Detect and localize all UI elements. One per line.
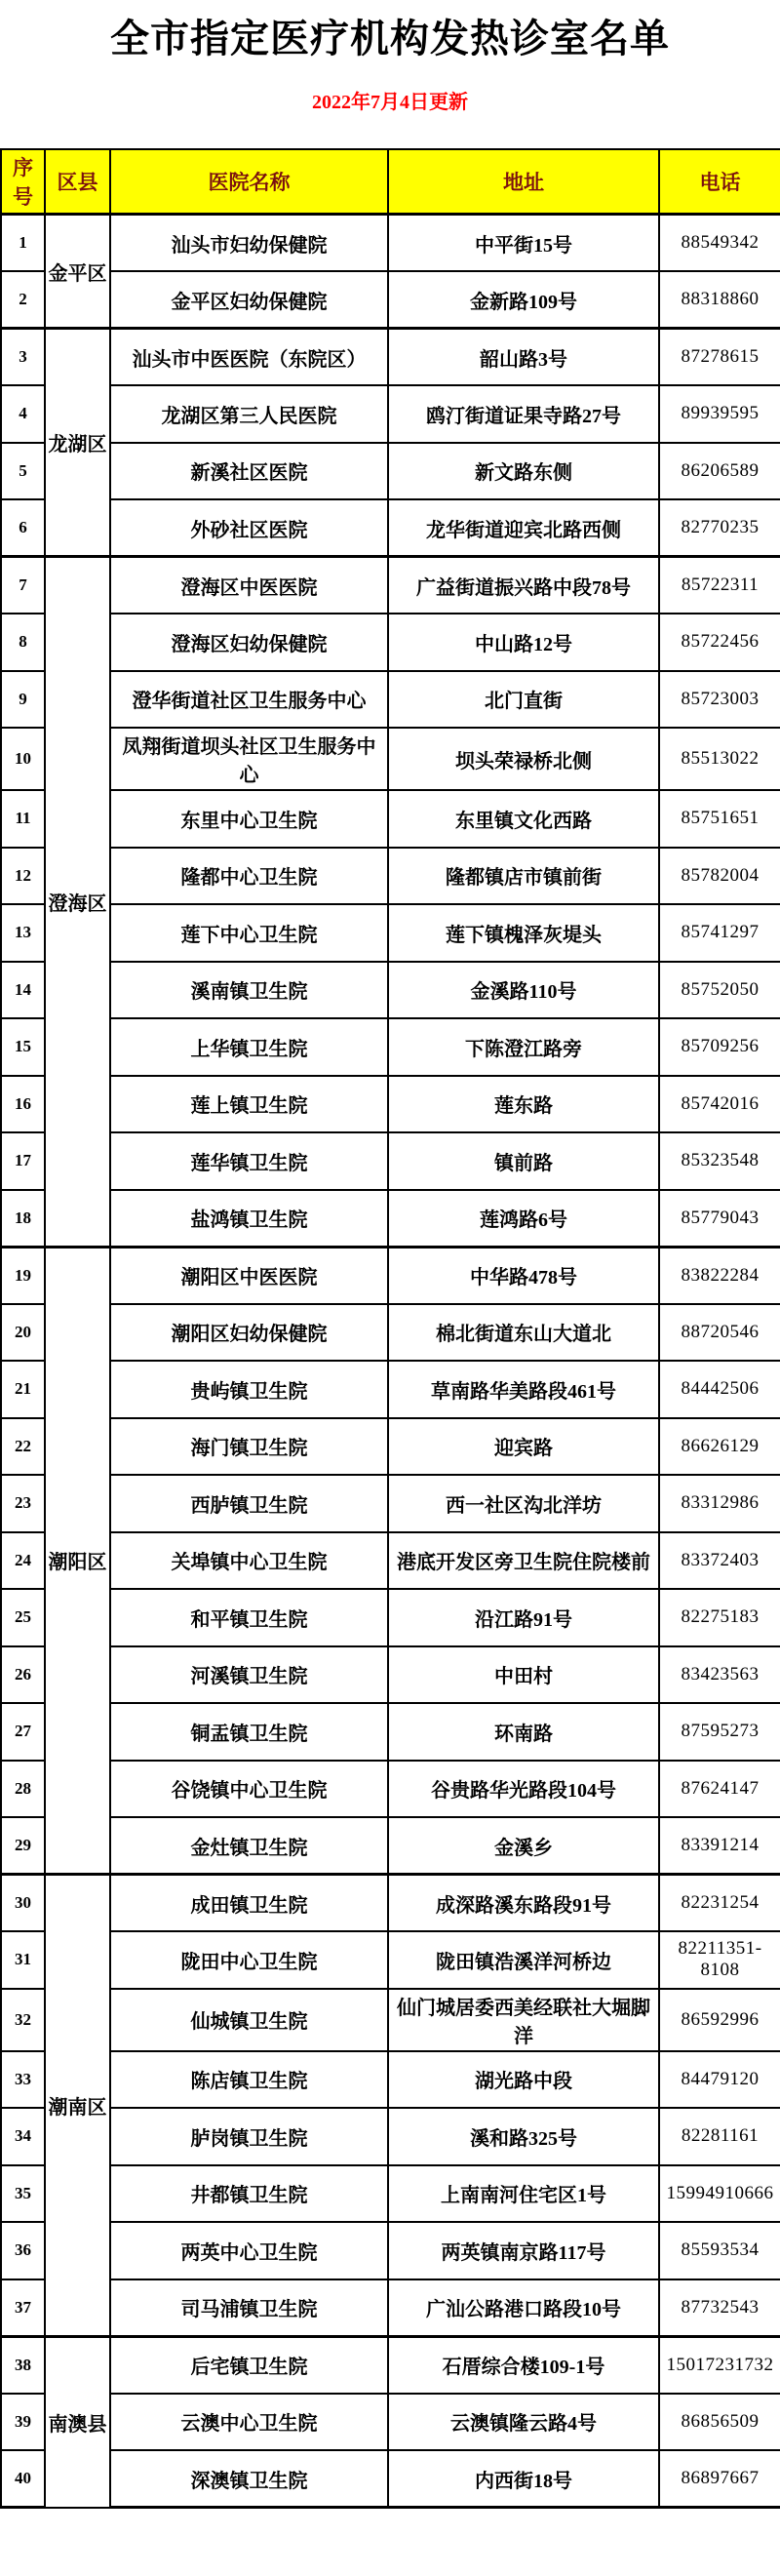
hospital-address: 两英镇南京路117号 — [388, 2222, 659, 2279]
table-row — [1, 2394, 780, 2451]
hospital-phone: 88549342 — [659, 215, 780, 272]
header-phone: 电话 — [659, 149, 780, 215]
table-row — [1, 2450, 780, 2508]
row-number: 14 — [1, 962, 45, 1019]
table-row — [1, 443, 780, 500]
table-header — [1, 149, 780, 215]
hospital-address: 成深路溪东路段91号 — [388, 1875, 659, 1932]
hospital-name: 东里中心卫生院 — [110, 790, 388, 848]
table-row — [1, 215, 780, 272]
row-number: 17 — [1, 1132, 45, 1190]
hospital-address: 下陈澄江路旁 — [388, 1018, 659, 1076]
row-number: 34 — [1, 2108, 45, 2165]
hospital-address: 云澳镇隆云路4号 — [388, 2394, 659, 2451]
hospital-name: 海门镇卫生院 — [110, 1418, 388, 1476]
table-row — [1, 2336, 780, 2394]
row-number: 16 — [1, 1076, 45, 1133]
hospital-address: 莲东路 — [388, 1076, 659, 1133]
hospital-address: 石厝综合楼109-1号 — [388, 2336, 659, 2394]
hospital-name: 金灶镇卫生院 — [110, 1817, 388, 1875]
hospital-phone: 85782004 — [659, 848, 780, 905]
header-hospital-name: 医院名称 — [110, 149, 388, 215]
hospital-name: 和平镇卫生院 — [110, 1589, 388, 1646]
hospital-name: 莲下中心卫生院 — [110, 904, 388, 962]
table-row — [1, 1418, 780, 1476]
hospital-phone: 85722311 — [659, 557, 780, 614]
hospital-name: 铜盂镇卫生院 — [110, 1703, 388, 1761]
table-row — [1, 962, 780, 1019]
hospital-phone: 82211351-8108 — [659, 1931, 780, 1989]
hospital-name: 潮阳区中医医院 — [110, 1247, 388, 1304]
hospital-phone: 83312986 — [659, 1475, 780, 1532]
row-number: 29 — [1, 1817, 45, 1875]
hospital-phone: 83423563 — [659, 1646, 780, 1704]
hospital-phone: 86626129 — [659, 1418, 780, 1476]
hospital-phone: 85752050 — [659, 962, 780, 1019]
hospital-phone: 87624147 — [659, 1761, 780, 1818]
table-row — [1, 1646, 780, 1704]
row-number: 7 — [1, 557, 45, 614]
hospital-name: 云澳中心卫生院 — [110, 2394, 388, 2451]
hospital-name: 两英中心卫生院 — [110, 2222, 388, 2279]
hospital-name: 后宅镇卫生院 — [110, 2336, 388, 2394]
hospital-address: 仙门城居委西美经联社大堀脚洋 — [388, 1989, 659, 2051]
table-row — [1, 1361, 780, 1418]
row-number: 40 — [1, 2450, 45, 2508]
row-number: 22 — [1, 1418, 45, 1476]
hospital-address: 龙华街道迎宾北路西侧 — [388, 499, 659, 557]
table-row — [1, 1703, 780, 1761]
hospital-address: 陇田镇浩溪洋河桥边 — [388, 1931, 659, 1989]
row-number: 37 — [1, 2279, 45, 2337]
row-number: 13 — [1, 904, 45, 962]
table-row — [1, 2165, 780, 2223]
table-row — [1, 1875, 780, 1932]
hospital-address: 上南南河住宅区1号 — [388, 2165, 659, 2223]
hospital-address: 北门直街 — [388, 671, 659, 729]
row-number: 4 — [1, 385, 45, 443]
row-number: 15 — [1, 1018, 45, 1076]
row-number: 31 — [1, 1931, 45, 1989]
row-number: 39 — [1, 2394, 45, 2451]
hospital-phone: 83822284 — [659, 1247, 780, 1304]
hospital-name: 溪南镇卫生院 — [110, 962, 388, 1019]
table-row — [1, 2222, 780, 2279]
fever-clinic-table — [0, 148, 780, 2509]
row-number: 10 — [1, 728, 45, 790]
table-row — [1, 2051, 780, 2109]
hospital-name: 凤翔街道坝头社区卫生服务中心 — [110, 728, 388, 790]
table-row — [1, 790, 780, 848]
hospital-name: 仙城镇卫生院 — [110, 1989, 388, 2051]
district-cell: 潮阳区 — [45, 1247, 110, 1875]
hospital-address: 湖光路中段 — [388, 2051, 659, 2109]
row-number: 38 — [1, 2336, 45, 2394]
hospital-phone: 86592996 — [659, 1989, 780, 2051]
hospital-phone: 87278615 — [659, 329, 780, 386]
hospital-address: 草南路华美路段461号 — [388, 1361, 659, 1418]
row-number: 30 — [1, 1875, 45, 1932]
row-number: 3 — [1, 329, 45, 386]
hospital-name: 西胪镇卫生院 — [110, 1475, 388, 1532]
table-row — [1, 271, 780, 329]
hospital-phone: 88318860 — [659, 271, 780, 329]
hospital-phone: 82281161 — [659, 2108, 780, 2165]
hospital-name: 澄海区中医医院 — [110, 557, 388, 614]
table-row — [1, 1817, 780, 1875]
hospital-address: 莲下镇槐泽灰堤头 — [388, 904, 659, 962]
hospital-phone: 86897667 — [659, 2450, 780, 2508]
row-number: 6 — [1, 499, 45, 557]
row-number: 9 — [1, 671, 45, 729]
table-row — [1, 671, 780, 729]
row-number: 19 — [1, 1247, 45, 1304]
row-number: 21 — [1, 1361, 45, 1418]
hospital-phone: 85709256 — [659, 1018, 780, 1076]
hospital-name: 陈店镇卫生院 — [110, 2051, 388, 2109]
row-number: 27 — [1, 1703, 45, 1761]
district-cell: 潮南区 — [45, 1875, 110, 2337]
hospital-name: 外砂社区医院 — [110, 499, 388, 557]
row-number: 26 — [1, 1646, 45, 1704]
hospital-address: 西一社区沟北洋坊 — [388, 1475, 659, 1532]
row-number: 32 — [1, 1989, 45, 2051]
hospital-address: 棉北街道东山大道北 — [388, 1304, 659, 1362]
header-row — [1, 149, 780, 215]
hospital-address: 镇前路 — [388, 1132, 659, 1190]
row-number: 36 — [1, 2222, 45, 2279]
row-number: 11 — [1, 790, 45, 848]
row-number: 25 — [1, 1589, 45, 1646]
hospital-name: 金平区妇幼保健院 — [110, 271, 388, 329]
hospital-address: 金新路109号 — [388, 271, 659, 329]
row-number: 20 — [1, 1304, 45, 1362]
hospital-phone: 86206589 — [659, 443, 780, 500]
hospital-address: 莲鸿路6号 — [388, 1190, 659, 1248]
hospital-phone: 85741297 — [659, 904, 780, 962]
row-number: 18 — [1, 1190, 45, 1248]
hospital-address: 内西街18号 — [388, 2450, 659, 2508]
hospital-name: 贵屿镇卫生院 — [110, 1361, 388, 1418]
hospital-phone: 85513022 — [659, 728, 780, 790]
row-number: 23 — [1, 1475, 45, 1532]
hospital-address: 谷贵路华光路段104号 — [388, 1761, 659, 1818]
hospital-address: 金溪乡 — [388, 1817, 659, 1875]
row-number: 2 — [1, 271, 45, 329]
hospital-address: 迎宾路 — [388, 1418, 659, 1476]
hospital-name: 司马浦镇卫生院 — [110, 2279, 388, 2337]
table-row — [1, 614, 780, 671]
hospital-phone: 89939595 — [659, 385, 780, 443]
hospital-name: 成田镇卫生院 — [110, 1875, 388, 1932]
hospital-name: 汕头市中医医院（东院区） — [110, 329, 388, 386]
hospital-phone: 82275183 — [659, 1589, 780, 1646]
hospital-name: 井都镇卫生院 — [110, 2165, 388, 2223]
update-date: 2022年7月4日更新 — [312, 92, 468, 113]
hospital-name: 潮阳区妇幼保健院 — [110, 1304, 388, 1362]
hospital-phone: 85593534 — [659, 2222, 780, 2279]
table-row — [1, 1304, 780, 1362]
row-number: 35 — [1, 2165, 45, 2223]
hospital-phone: 85323548 — [659, 1132, 780, 1190]
row-number: 12 — [1, 848, 45, 905]
table-row — [1, 2279, 780, 2337]
header-serial-number: 序号 — [1, 149, 45, 215]
hospital-phone: 87732543 — [659, 2279, 780, 2337]
hospital-name: 深澳镇卫生院 — [110, 2450, 388, 2508]
hospital-address: 鸥汀街道证果寺路27号 — [388, 385, 659, 443]
hospital-phone: 85722456 — [659, 614, 780, 671]
hospital-phone: 83372403 — [659, 1532, 780, 1590]
hospital-phone: 83391214 — [659, 1817, 780, 1875]
hospital-phone: 15017231732 — [659, 2336, 780, 2394]
table-row — [1, 1475, 780, 1532]
table-row — [1, 1018, 780, 1076]
hospital-phone: 85751651 — [659, 790, 780, 848]
hospital-address: 港底开发区旁卫生院住院楼前 — [388, 1532, 659, 1590]
hospital-phone: 15994910666 — [659, 2165, 780, 2223]
hospital-address: 中山路12号 — [388, 614, 659, 671]
table-body — [1, 215, 780, 2508]
district-cell: 龙湖区 — [45, 329, 110, 557]
hospital-name: 龙湖区第三人民医院 — [110, 385, 388, 443]
hospital-name: 关埠镇中心卫生院 — [110, 1532, 388, 1590]
district-cell: 澄海区 — [45, 557, 110, 1248]
hospital-phone: 85742016 — [659, 1076, 780, 1133]
hospital-address: 广益街道振兴路中段78号 — [388, 557, 659, 614]
table-row — [1, 1989, 780, 2051]
table-row — [1, 385, 780, 443]
table-row — [1, 848, 780, 905]
hospital-address: 坝头荣禄桥北侧 — [388, 728, 659, 790]
hospital-address: 新文路东侧 — [388, 443, 659, 500]
table-row — [1, 1589, 780, 1646]
hospital-name: 上华镇卫生院 — [110, 1018, 388, 1076]
hospital-phone: 84479120 — [659, 2051, 780, 2109]
hospital-address: 环南路 — [388, 1703, 659, 1761]
hospital-phone: 88720546 — [659, 1304, 780, 1362]
hospital-address: 东里镇文化西路 — [388, 790, 659, 848]
row-number: 24 — [1, 1532, 45, 1590]
table-row — [1, 1190, 780, 1248]
hospital-address: 中田村 — [388, 1646, 659, 1704]
hospital-name: 莲上镇卫生院 — [110, 1076, 388, 1133]
page-title: 全市指定医疗机构发热诊室名单 — [110, 17, 670, 60]
hospital-phone: 86856509 — [659, 2394, 780, 2451]
hospital-phone: 82231254 — [659, 1875, 780, 1932]
hospital-address: 金溪路110号 — [388, 962, 659, 1019]
district-cell: 金平区 — [45, 215, 110, 329]
table-row — [1, 1761, 780, 1818]
header-district: 区县 — [45, 149, 110, 215]
table-row — [1, 1532, 780, 1590]
table-row — [1, 904, 780, 962]
row-number: 8 — [1, 614, 45, 671]
row-number: 28 — [1, 1761, 45, 1818]
district-cell: 南澳县 — [45, 2336, 110, 2508]
hospital-address: 韶山路3号 — [388, 329, 659, 386]
hospital-address: 中平街15号 — [388, 215, 659, 272]
hospital-name: 新溪社区医院 — [110, 443, 388, 500]
table-row — [1, 1247, 780, 1304]
table-row — [1, 1076, 780, 1133]
hospital-name: 河溪镇卫生院 — [110, 1646, 388, 1704]
hospital-address: 溪和路325号 — [388, 2108, 659, 2165]
hospital-name: 汕头市妇幼保健院 — [110, 215, 388, 272]
hospital-name: 澄华街道社区卫生服务中心 — [110, 671, 388, 729]
hospital-phone: 85723003 — [659, 671, 780, 729]
hospital-name: 盐鸿镇卫生院 — [110, 1190, 388, 1248]
table-row — [1, 1931, 780, 1989]
row-number: 1 — [1, 215, 45, 272]
table-row — [1, 557, 780, 614]
row-number: 33 — [1, 2051, 45, 2109]
hospital-phone: 84442506 — [659, 1361, 780, 1418]
hospital-address: 沿江路91号 — [388, 1589, 659, 1646]
hospital-address: 广汕公路港口路段10号 — [388, 2279, 659, 2337]
table-row — [1, 499, 780, 557]
hospital-name: 陇田中心卫生院 — [110, 1931, 388, 1989]
hospital-phone: 87595273 — [659, 1703, 780, 1761]
hospital-name: 胪岗镇卫生院 — [110, 2108, 388, 2165]
hospital-name: 谷饶镇中心卫生院 — [110, 1761, 388, 1818]
hospital-address: 隆都镇店市镇前街 — [388, 848, 659, 905]
hospital-name: 隆都中心卫生院 — [110, 848, 388, 905]
table-row — [1, 329, 780, 386]
table-row — [1, 1132, 780, 1190]
table-row — [1, 2108, 780, 2165]
row-number: 5 — [1, 443, 45, 500]
hospital-phone: 85779043 — [659, 1190, 780, 1248]
hospital-address: 中华路478号 — [388, 1247, 659, 1304]
hospital-phone: 82770235 — [659, 499, 780, 557]
table-row — [1, 728, 780, 790]
header-address: 地址 — [388, 149, 659, 215]
hospital-name: 澄海区妇幼保健院 — [110, 614, 388, 671]
hospital-name: 莲华镇卫生院 — [110, 1132, 388, 1190]
